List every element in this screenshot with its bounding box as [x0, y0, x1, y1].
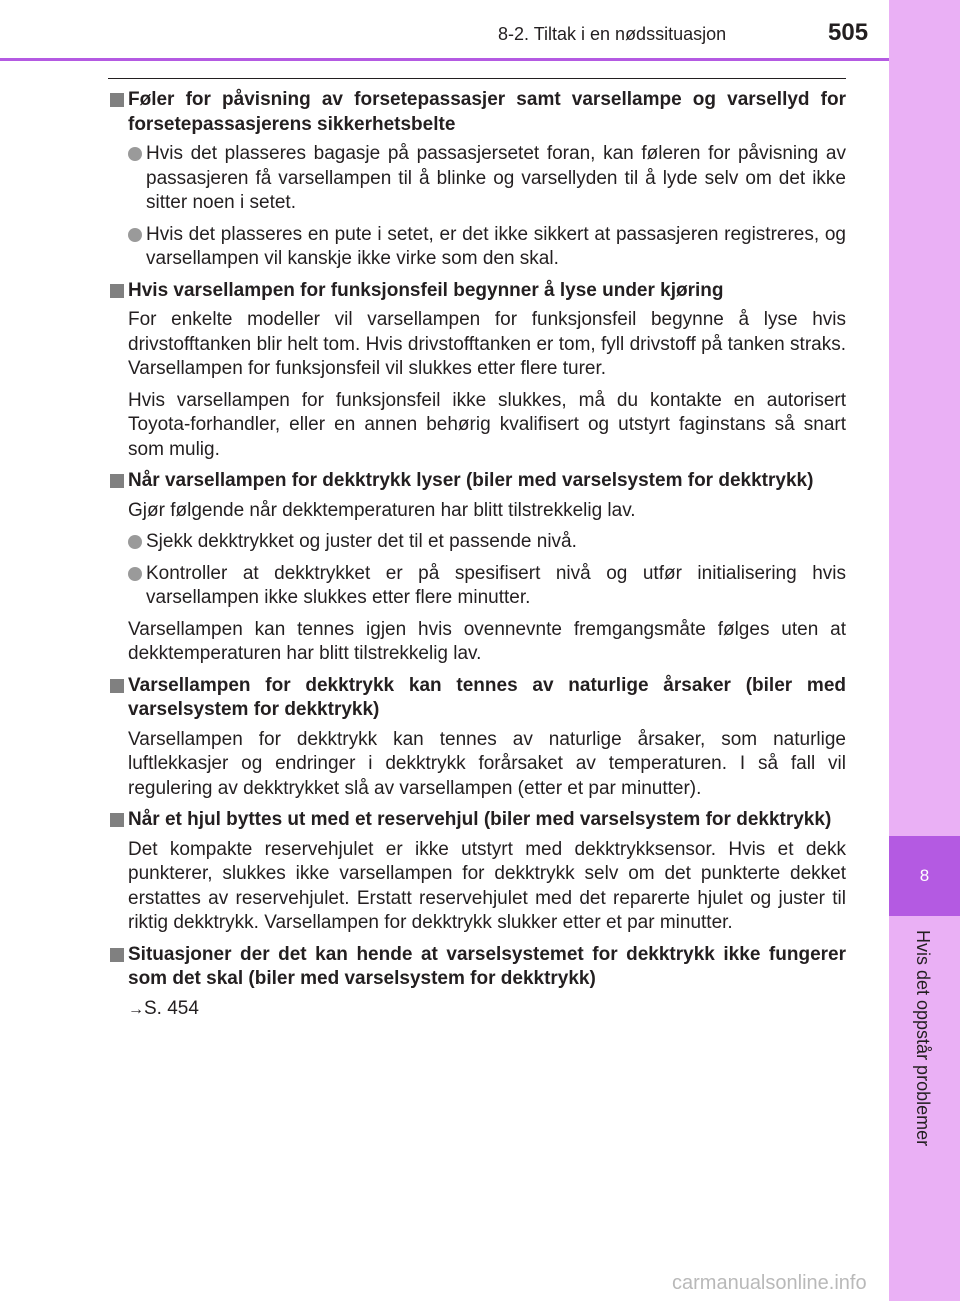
square-bullet-icon: [110, 474, 124, 488]
page-number: 505: [828, 19, 869, 46]
chapter-sidebar: [889, 0, 960, 1301]
list-item: Hvis det plasseres bagasje på passasjersetet foran, kan føleren for påvisning av passasjeren få varsellampen til å blinke og varsellyden til å lyde selv om det ikke sitter noen i setet.: [108, 142, 846, 216]
header-rule: [0, 58, 889, 61]
list-item: Hvis det plasseres en pute i setet, er det ikke sikkert at passasjeren registreres, og varsellampen vil kanskje ikke virke som den skal.: [108, 223, 846, 272]
chapter-number: 8: [919, 866, 930, 885]
section-spare-wheel: [108, 808, 846, 936]
square-bullet-icon: [110, 948, 124, 962]
section-malfunction-lamp: [108, 279, 846, 463]
section-heading: Hvis varsellampen for funksjonsfeil begynner å lyse under kjøring: [108, 279, 846, 304]
section-title: 8-2. Tiltak i en nødssituasjon: [498, 24, 727, 44]
paragraph: Varsellampen kan tennes igjen hvis ovennevnte fremgangsmåte følges uten at dekktemperaturen har blitt tilstrekkelig lav.: [128, 618, 846, 664]
page-reference-link[interactable]: [108, 997, 846, 1023]
paragraph: Varsellampen for dekktrykk kan tennes av naturlige årsaker, som naturlige luftlekkasjer og endringer i dekktrykk forårsaket av temperaturen. I så fall vil regulering av dekktrykket slå av varsellampen (etter et par minutter).: [128, 728, 846, 799]
page-content: [108, 88, 846, 1028]
section-heading: Når varsellampen for dekktrykk lyser (biler med varselsystem for dekktrykk): [108, 469, 846, 494]
paragraph: Gjør følgende når dekktemperaturen har blitt tilstrekkelig lav.: [128, 499, 636, 521]
circle-bullet-icon: [128, 567, 142, 581]
square-bullet-icon: [110, 813, 124, 827]
watermark: carmanualsonline.info: [672, 1272, 867, 1294]
square-bullet-icon: [110, 284, 124, 298]
section-tire-pressure-lamp: [108, 469, 846, 667]
section-natural-causes: [108, 674, 846, 802]
square-bullet-icon: [110, 679, 124, 693]
chapter-tab[interactable]: [889, 836, 960, 916]
circle-bullet-icon: [128, 228, 142, 242]
section-heading: Varsellampen for dekktrykk kan tennes av naturlige årsaker (biler med varselsystem for dekktrykk): [108, 674, 846, 723]
circle-bullet-icon: [128, 535, 142, 549]
circle-bullet-icon: [128, 147, 142, 161]
list-item: Sjekk dekktrykket og juster det til et passende nivå.: [108, 530, 846, 555]
content-top-rule: [108, 78, 846, 79]
section-system-malfunction: [108, 943, 846, 1023]
paragraph: For enkelte modeller vil varsellampen for funksjonsfeil begynne å lyse hvis drivstofftanken blir helt tom. Hvis drivstofftanken er tom, fyll drivstoff på tanken straks. Varsellampen for funksjonsfeil vil slukkes etter flere turer.: [128, 309, 846, 379]
square-bullet-icon: [110, 93, 124, 107]
paragraph: Det kompakte reservehjulet er ikke utstyrt med dekktrykksensor. Hvis et dekk punkterer, slukkes ikke varsellampen for dekktrykk selv om det punkterte dekket erstattes av reservehjulet. Erstatt reservehjulet med det reparerte hjulet og juster til riktig dekktrykk. Varsellampen for dekktrykk slukker etter et par minutter.: [128, 838, 846, 933]
reference-text: S. 454: [144, 997, 199, 1019]
section-seat-sensor: [108, 88, 846, 272]
list-item: Kontroller at dekktrykket er på spesifisert nivå og utfør initialisering hvis varsellampen ikke slukkes etter flere minutter.: [108, 562, 846, 611]
arrow-right-icon: →: [128, 1000, 144, 1018]
section-heading: Situasjoner der det kan hende at varselsystemet for dekktrykk ikke fungerer som det skal (biler med varselsystem for dekktrykk): [108, 943, 846, 992]
section-heading: Føler for påvisning av forsetepassasjer samt varsellampe og varsellyd for forsetepassasjerens sikkerhetsbelte: [108, 88, 846, 137]
paragraph: Hvis varsellampen for funksjonsfeil ikke slukkes, må du kontakte en autorisert Toyota-forhandler, eller en annen behørig kvalifisert og utstyrt faginstans så snart som mulig.: [128, 389, 846, 460]
chapter-title: Hvis det oppstår problemer: [913, 930, 933, 1147]
section-heading: Når et hjul byttes ut med et reservehjul (biler med varselsystem for dekktrykk): [108, 808, 846, 833]
